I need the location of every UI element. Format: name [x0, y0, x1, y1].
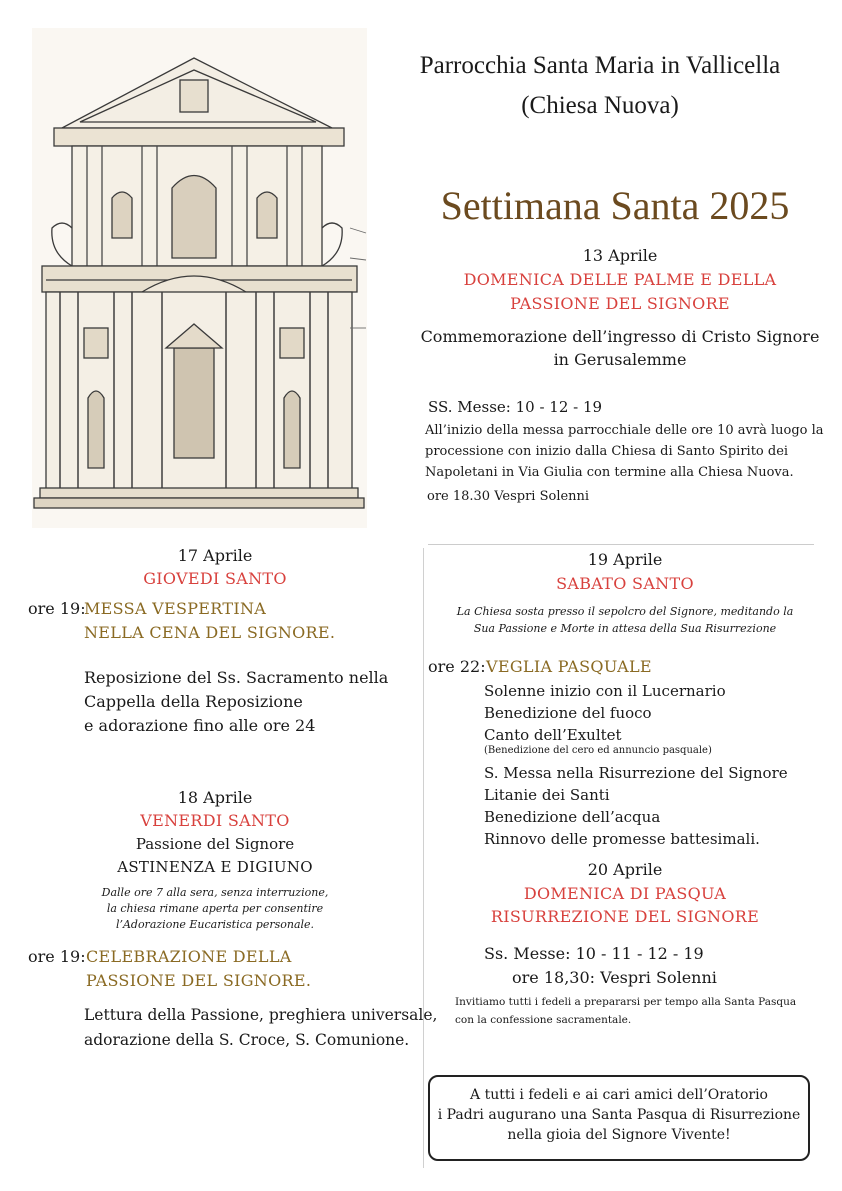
holy-saturday-note-line1: La Chiesa sosta presso il sepolcro del Signore, meditando la	[456, 605, 794, 618]
holy-saturday-date: 19 Aprile	[587, 550, 663, 569]
palm-sunday-note-line2: processione con inizio dalla Chiesa di Santo Spirito dei	[425, 444, 789, 459]
easter-note-line1: Invitiamo tutti i fedeli a prepararsi per tempo alla Santa Pasqua	[455, 996, 797, 1008]
good-friday-fast: ASTINENZA E DIGIUNO	[117, 858, 313, 876]
palm-sunday-commemoration-line2: in Gerusalemme	[553, 350, 687, 369]
palm-sunday-name-line2: PASSIONE DEL SIGNORE	[510, 294, 730, 313]
good-friday-date: 18 Aprile	[177, 788, 253, 807]
church-facade-illustration	[32, 28, 367, 528]
holy-saturday-name: SABATO SANTO	[556, 574, 694, 593]
greeting-line1: A tutti i fedeli e ai cari amici dell’Oratorio	[470, 1087, 768, 1103]
palm-sunday-date: 13 Aprile	[582, 246, 658, 265]
palm-sunday-commemoration-line1: Commemorazione dell’ingresso di Cristo Signore	[420, 327, 820, 346]
page-title: Settimana Santa 2025	[440, 183, 790, 228]
good-friday-desc-line2: adorazione della S. Croce, S. Comunione.	[84, 1031, 410, 1049]
easter-name-line1: DOMENICA DI PASQUA	[523, 884, 727, 903]
vigil-item: Solenne inizio con il Lucernario	[484, 682, 726, 700]
holy-thursday-event-line2: NELLA CENA DEL SIGNORE.	[84, 623, 336, 642]
easter-vespers: ore 18,30: Vespri Solenni	[512, 968, 717, 987]
vigil-item: Rinnovo delle promesse battesimali.	[484, 830, 760, 848]
vertical-divider	[423, 548, 424, 1168]
holy-thursday-desc-line2: Cappella della Reposizione	[84, 692, 303, 711]
good-friday-note-line1: Dalle ore 7 alla sera, senza interruzione,	[101, 886, 329, 899]
good-friday-name: VENERDI SANTO	[140, 811, 290, 830]
holy-thursday-time: ore 19:	[28, 599, 86, 618]
palm-sunday-vespers: ore 18.30 Vespri Solenni	[427, 489, 590, 504]
easter-date: 20 Aprile	[587, 860, 663, 879]
palm-sunday-note-line3: Napoletani in Via Giulia con termine alla Chiesa Nuova.	[425, 465, 794, 480]
greeting-line2: i Padri augurano una Santa Pasqua di Risurrezione	[437, 1107, 801, 1123]
palm-sunday-masses: SS. Messe: 10 - 12 - 19	[428, 398, 603, 416]
easter-name-line2: RISURREZIONE DEL SIGNORE	[490, 907, 760, 926]
holy-thursday-desc-line3: e adorazione fino alle ore 24	[84, 716, 316, 735]
good-friday-note-line2: la chiesa rimane aperta per consentire	[106, 902, 324, 915]
easter-masses: Ss. Messe: 10 - 11 - 12 - 19	[484, 944, 704, 963]
horizontal-divider	[428, 544, 814, 545]
parish-name: Parrocchia Santa Maria in Vallicella	[419, 52, 781, 79]
holy-thursday-name: GIOVEDI SANTO	[143, 569, 287, 588]
greeting-line3: nella gioia del Signore Vivente!	[507, 1127, 731, 1143]
good-friday-event-line1: CELEBRAZIONE DELLA	[86, 947, 292, 966]
easter-note-line2: con la confessione sacramentale.	[455, 1014, 632, 1026]
church-name: (Chiesa Nuova)	[521, 92, 679, 119]
vigil-item: Benedizione del fuoco	[484, 704, 652, 722]
good-friday-event-line2: PASSIONE DEL SIGNORE.	[86, 971, 312, 990]
greeting-box	[428, 1075, 810, 1161]
holy-thursday-date: 17 Aprile	[177, 546, 253, 565]
vigil-item: S. Messa nella Risurrezione del Signore	[484, 764, 788, 782]
palm-sunday-name-line1: DOMENICA DELLE PALME E DELLA	[463, 270, 777, 289]
holy-saturday-note-line2: Sua Passione e Morte in attesa della Sua Risurrezione	[473, 622, 777, 635]
holy-thursday-desc-line1: Reposizione del Ss. Sacramento nella	[84, 668, 389, 687]
exultet-note: (Benedizione del cero ed annuncio pasquale)	[484, 745, 712, 756]
good-friday-subtitle: Passione del Signore	[135, 835, 295, 853]
palm-sunday-note-line1: All’inizio della messa parrocchiale delle ore 10 avrà luogo la	[425, 423, 824, 438]
good-friday-note-line3: l’Adorazione Eucaristica personale.	[115, 918, 315, 931]
vigil-item: Benedizione dell’acqua	[484, 808, 661, 826]
vigil-item: Canto dell’Exultet	[484, 726, 622, 744]
holy-saturday-time: ore 22:	[428, 657, 486, 676]
holy-saturday-event: VEGLIA PASQUALE	[486, 657, 652, 676]
holy-thursday-event-line1: MESSA VESPERTINA	[84, 599, 267, 618]
good-friday-time: ore 19:	[28, 947, 86, 966]
vigil-item: Litanie dei Santi	[484, 786, 610, 804]
good-friday-desc-line1: Lettura della Passione, preghiera universale,	[84, 1006, 438, 1024]
